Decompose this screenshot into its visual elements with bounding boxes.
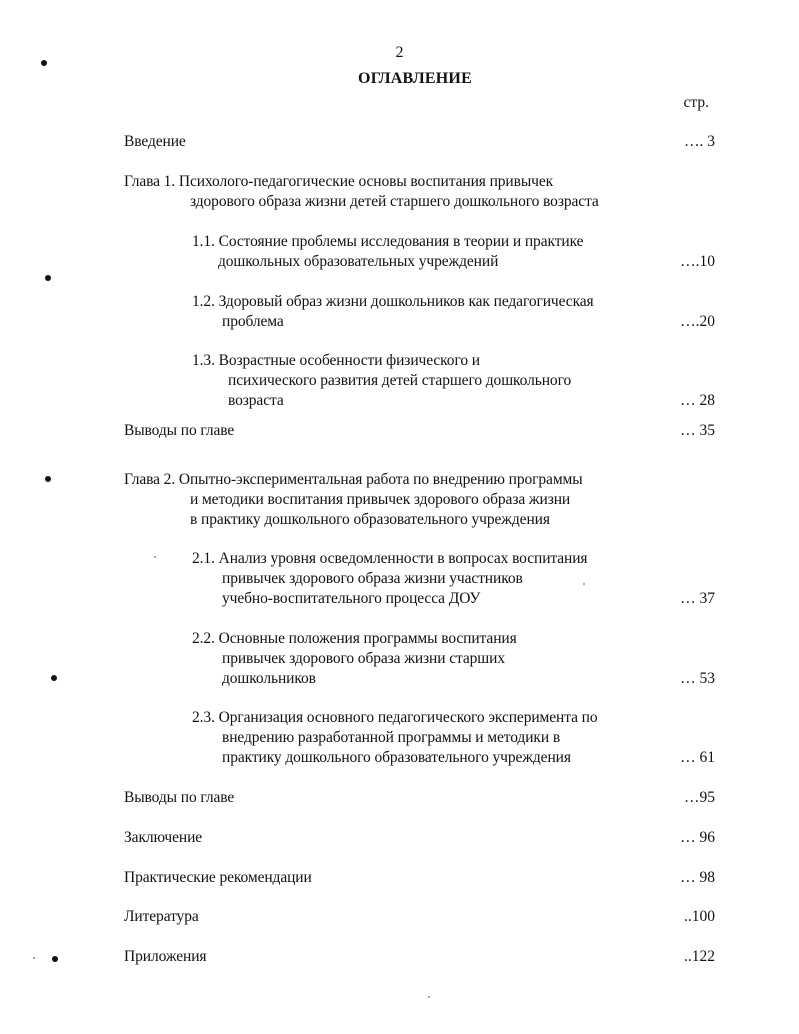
toc-section-1-3: психического развития детей старшего дошкольного <box>228 372 572 389</box>
toc-section-1-1-page: ….10 <box>680 253 715 270</box>
toc-chapter2-heading: и методики воспитания привычек здорового образа жизни <box>190 491 571 508</box>
toc-section-1-1: дошкольных образовательных учреждений <box>218 253 499 270</box>
toc-section-1-3: 1.3. Возрастные особенности физического и <box>192 352 480 369</box>
toc-section-2-1: учебно-воспитательного процесса ДОУ <box>222 590 481 607</box>
margin-dot-mark <box>51 675 57 681</box>
toc-chapter2-conclusions: Выводы по главе <box>124 789 235 806</box>
toc-section-1-2: проблема <box>222 313 284 330</box>
scan-speck <box>583 583 585 585</box>
toc-section-2-3-page: … 61 <box>680 749 715 766</box>
toc-section-2-1: привычек здорового образа жизни участников <box>222 570 523 587</box>
toc-chapter1-conclusions: Выводы по главе <box>124 422 235 439</box>
toc-appendices: Приложения <box>124 948 207 965</box>
scan-speck <box>33 957 35 959</box>
toc-chapter1-heading: Глава 1. Психолого-педагогические основы воспитания привычек <box>124 173 554 190</box>
toc-section-1-2: 1.2. Здоровый образ жизни дошкольников как педагогическая <box>192 293 594 310</box>
page-title: ОГЛАВЛЕНИЕ <box>358 70 472 87</box>
toc-section-2-1-page: … 37 <box>680 590 715 607</box>
toc-chapter1-heading: здорового образа жизни детей старшего дошкольного возраста <box>190 193 599 210</box>
scan-speck <box>154 556 156 558</box>
toc-section-1-3-page: … 28 <box>680 392 715 409</box>
margin-dot-mark <box>45 275 51 281</box>
toc-section-2-3: практику дошкольного образовательного учреждения <box>222 749 571 766</box>
toc-intro-label: Введение <box>124 133 186 150</box>
toc-chapter2-heading: Глава 2. Опытно-экспериментальная работа по внедрению программы <box>124 471 583 488</box>
toc-intro-page: …. 3 <box>684 133 715 150</box>
toc-recommendations: Практические рекомендации <box>124 869 312 886</box>
toc-section-1-1: 1.1. Состояние проблемы исследования в теории и практике <box>192 233 584 250</box>
page-column-label: стр. <box>683 94 709 111</box>
margin-dot-mark <box>52 956 58 962</box>
scan-speck <box>428 996 430 998</box>
toc-conclusion-page: … 96 <box>680 829 715 846</box>
toc-section-2-3: внедрению разработанной программы и методики в <box>222 729 561 746</box>
toc-chapter1-conclusions-page: … 35 <box>680 422 715 439</box>
toc-section-1-2-page: ….20 <box>680 313 715 330</box>
margin-dot-mark <box>45 476 51 482</box>
toc-appendices-page: ..122 <box>684 948 715 965</box>
toc-literature-page: ..100 <box>684 908 715 925</box>
toc-chapter2-heading: в практику дошкольного образовательного учреждения <box>190 511 550 528</box>
toc-conclusion: Заключение <box>124 829 203 846</box>
toc-literature: Литература <box>124 908 199 925</box>
toc-section-2-2-page: … 53 <box>680 670 715 687</box>
toc-section-2-3: 2.3. Организация основного педагогического эксперимента по <box>192 709 598 726</box>
page-number: 2 <box>395 44 404 61</box>
toc-chapter2-conclusions-page: …95 <box>684 789 715 806</box>
toc-section-1-3: возраста <box>228 392 284 409</box>
toc-section-2-1: 2.1. Анализ уровня осведомленности в вопросах воспитания <box>192 550 588 567</box>
toc-section-2-2: дошкольников <box>222 670 316 687</box>
toc-recommendations-page: … 98 <box>680 869 715 886</box>
toc-section-2-2: 2.2. Основные положения программы воспитания <box>192 630 517 647</box>
toc-section-2-2: привычек здорового образа жизни старших <box>222 650 505 667</box>
